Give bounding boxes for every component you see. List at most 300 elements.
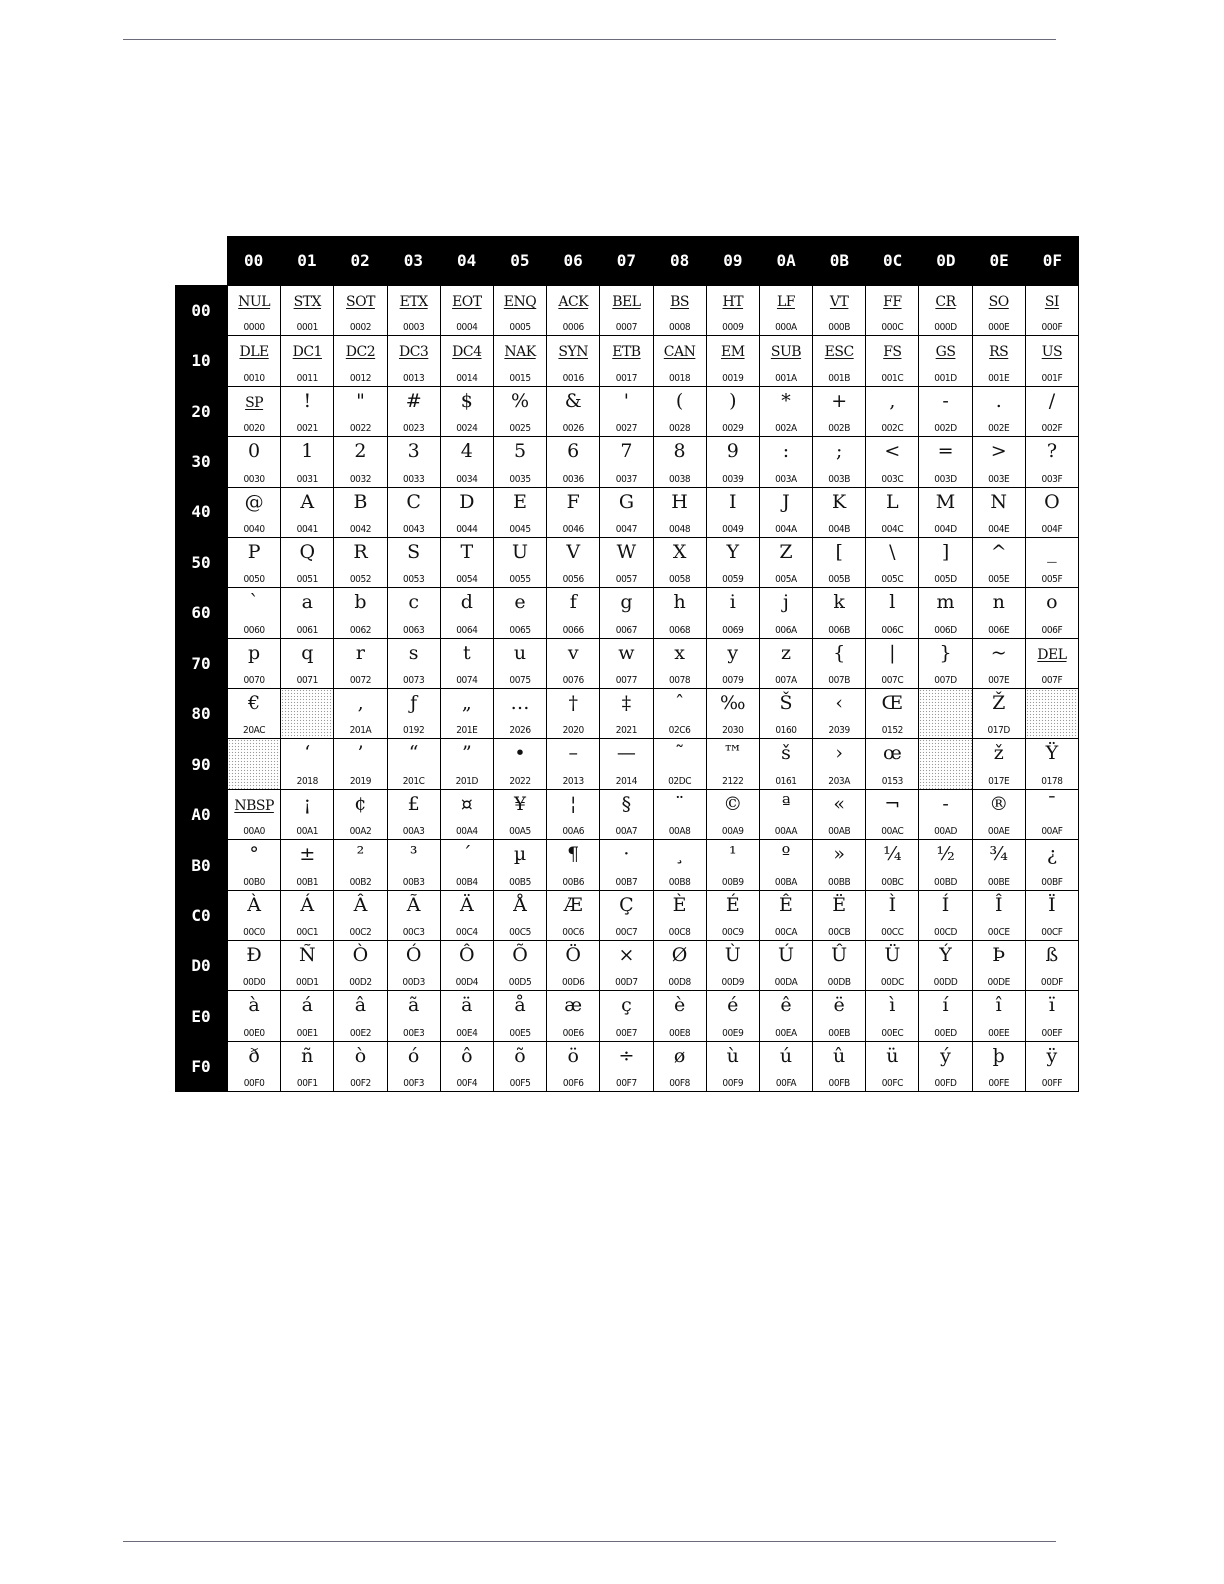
character-cell [546, 738, 599, 788]
character-cell [227, 335, 280, 385]
character-cell [1025, 638, 1078, 688]
unicode-code-point: 0007 [615, 322, 638, 334]
character-glyph: ™ [723, 742, 743, 765]
unicode-code-point: 00B7 [615, 876, 638, 888]
unicode-code-point: 00A2 [349, 826, 372, 838]
unicode-code-point: 00B8 [668, 876, 691, 888]
character-cell [333, 839, 386, 889]
character-cell [493, 587, 546, 637]
character-cell [493, 1041, 546, 1091]
unicode-code-point: 00F7 [616, 1078, 637, 1089]
character-glyph: ã [407, 994, 420, 1017]
character-glyph: ¸ [674, 843, 685, 866]
control-code-abbreviation: HT [722, 294, 744, 310]
unicode-code-point: 0010 [243, 372, 265, 384]
unicode-code-point: 201C [402, 775, 425, 787]
unicode-code-point: 00C5 [509, 926, 531, 938]
character-glyph: } [939, 641, 952, 664]
character-glyph: [ [835, 540, 843, 563]
character-cell [387, 789, 440, 839]
character-cell [227, 789, 280, 839]
character-glyph: û [833, 1044, 846, 1067]
character-glyph: ¾ [989, 843, 1008, 866]
character-glyph: @ [244, 490, 264, 513]
unicode-code-point: 00EE [988, 1027, 1010, 1039]
character-cell [1025, 386, 1078, 436]
unicode-code-point: 001A [775, 372, 797, 384]
character-cell [333, 990, 386, 1040]
character-glyph: 8 [673, 440, 686, 463]
character-glyph: ñ [301, 1044, 314, 1067]
unicode-code-point: 002A [775, 423, 797, 435]
character-cell [546, 1041, 599, 1091]
character-glyph: ² [356, 843, 365, 866]
unicode-code-point: 00CA [774, 926, 798, 938]
unicode-code-point: 006B [828, 624, 851, 636]
column-header: 08 [669, 251, 690, 270]
character-glyph: d [460, 591, 473, 614]
character-cell [706, 688, 759, 738]
character-cell [918, 436, 971, 486]
character-cell [387, 436, 440, 486]
unicode-code-point: 00AC [881, 826, 904, 838]
character-cell [706, 537, 759, 587]
character-glyph: ½ [936, 843, 955, 866]
character-glyph: ø [673, 1044, 686, 1067]
unicode-code-point: 00BE [987, 876, 1010, 888]
character-glyph: N [990, 490, 1008, 513]
character-glyph: ¡ [303, 792, 312, 815]
unicode-code-point: 0051 [296, 574, 318, 586]
character-cell [493, 537, 546, 587]
unicode-code-point: 00A8 [668, 826, 691, 838]
character-cell [972, 487, 1025, 537]
character-cell [812, 688, 865, 738]
row-header: 60 [191, 603, 211, 623]
character-glyph: I [729, 490, 737, 513]
character-glyph: Ã [406, 893, 421, 916]
unicode-code-point: 005B [828, 574, 851, 586]
unicode-code-point: 2122 [722, 775, 744, 787]
unicode-code-point: 00BA [774, 876, 798, 888]
unicode-code-point: 0038 [668, 473, 691, 485]
character-glyph: — [616, 742, 636, 765]
unicode-code-point: 00E1 [296, 1027, 318, 1039]
character-cell [387, 587, 440, 637]
character-cell [493, 436, 546, 486]
character-glyph: A [300, 490, 315, 513]
character-glyph: ¯ [1047, 792, 1057, 815]
control-code-abbreviation: NUL [238, 294, 271, 310]
character-cell [972, 436, 1025, 486]
unicode-code-point: 0074 [456, 675, 478, 686]
unicode-code-point: 00AD [934, 826, 957, 838]
control-code-abbreviation: NBSP [234, 797, 274, 814]
column-header: 03 [403, 251, 423, 270]
character-cell [387, 839, 440, 889]
character-cell [865, 487, 918, 537]
character-glyph: H [671, 490, 688, 513]
character-cell [280, 839, 333, 889]
character-glyph: + [831, 389, 848, 412]
character-glyph: ƒ [410, 692, 418, 714]
column-header: 09 [723, 251, 743, 270]
character-glyph: á [301, 994, 313, 1017]
character-cell [440, 890, 493, 940]
character-glyph: õ [514, 1044, 526, 1067]
character-cell [280, 487, 333, 537]
character-glyph: ' [623, 389, 630, 412]
character-glyph: w [618, 641, 635, 664]
control-code-abbreviation: DEL [1037, 646, 1067, 663]
character-glyph: i [729, 591, 736, 614]
character-cell [280, 386, 333, 436]
unicode-code-point: 2014 [615, 775, 638, 787]
character-glyph: - [942, 389, 949, 412]
unicode-code-point: 0073 [403, 675, 425, 686]
character-glyph: š [781, 742, 791, 765]
character-glyph: Ê [779, 893, 793, 916]
character-glyph: : [782, 440, 790, 463]
unicode-code-point: 2026 [509, 725, 531, 737]
unicode-code-point: 00BF [1041, 876, 1063, 888]
character-cell [865, 940, 918, 990]
character-cell [546, 537, 599, 587]
character-glyph: ® [989, 792, 1009, 815]
character-glyph: X [672, 540, 687, 563]
character-glyph: … [510, 692, 530, 714]
character-cell [493, 638, 546, 688]
character-cell [972, 537, 1025, 587]
unicode-code-point: 000E [988, 322, 1010, 334]
character-glyph: ç [621, 994, 632, 1017]
character-cell [706, 890, 759, 940]
character-cell [653, 890, 706, 940]
unicode-code-point: 00FC [881, 1078, 903, 1089]
character-glyph: é [727, 994, 739, 1017]
unicode-code-point: 00D5 [508, 977, 532, 989]
character-cell [280, 335, 333, 385]
character-cell [759, 335, 812, 385]
character-glyph: v [567, 641, 579, 664]
character-glyph: « [833, 792, 845, 815]
character-cell [493, 839, 546, 889]
unicode-code-point: 00F2 [350, 1078, 371, 1089]
character-cell [972, 839, 1025, 889]
character-glyph: É [725, 893, 740, 916]
character-cell [546, 335, 599, 385]
character-glyph: † [568, 692, 578, 714]
character-cell [1025, 839, 1078, 889]
unicode-code-point: 0152 [881, 725, 903, 737]
unicode-code-point: 0004 [456, 322, 478, 334]
character-cell [440, 587, 493, 637]
control-code-abbreviation: GS [935, 344, 956, 361]
unicode-code-point: 003D [934, 473, 957, 485]
character-glyph: T [460, 540, 474, 563]
character-cell [440, 436, 493, 486]
unicode-code-point: 00E9 [722, 1027, 744, 1039]
unicode-code-point: 0066 [562, 624, 584, 636]
unicode-code-point: 00B0 [243, 876, 265, 888]
character-glyph: ” [461, 742, 472, 765]
character-cell [812, 487, 865, 537]
unicode-code-point: 003B [828, 473, 851, 485]
character-cell [653, 638, 706, 688]
unicode-code-point: 000B [828, 322, 851, 334]
unicode-code-point: 0160 [775, 725, 797, 737]
character-cell [493, 335, 546, 385]
unicode-code-point: 0057 [615, 574, 638, 586]
unassigned-cell [918, 688, 971, 738]
unicode-code-point: 0034 [456, 473, 478, 485]
unicode-code-point: 0050 [243, 574, 265, 586]
unassigned-cell [1025, 688, 1078, 738]
character-glyph: ‡ [621, 692, 632, 714]
unicode-code-point: 00A3 [402, 826, 425, 838]
character-glyph: ¬ [884, 792, 901, 815]
unicode-code-point: 00F0 [243, 1078, 265, 1089]
character-glyph: Y [726, 540, 740, 563]
character-glyph: C [406, 490, 421, 513]
character-cell [812, 1041, 865, 1091]
character-cell [493, 990, 546, 1040]
character-cell [812, 839, 865, 889]
unicode-code-point: 0054 [456, 574, 478, 586]
character-cell [227, 537, 280, 587]
column-header: 0A [776, 251, 796, 270]
character-glyph: ± [299, 843, 316, 866]
unicode-code-point: 0009 [722, 322, 744, 334]
character-glyph: ä [461, 994, 473, 1017]
unicode-code-point: 2020 [562, 725, 584, 737]
character-cell [865, 738, 918, 788]
row-header: 20 [191, 401, 211, 421]
unicode-code-point: 00D7 [615, 977, 638, 989]
unicode-code-point: 004C [881, 523, 904, 535]
row-header: 10 [191, 351, 211, 371]
character-glyph: ? [1046, 440, 1057, 463]
unicode-code-point: 0055 [509, 574, 531, 586]
character-glyph: S [407, 540, 421, 563]
character-cell [493, 738, 546, 788]
character-cell [227, 436, 280, 486]
character-cell [440, 940, 493, 990]
unicode-code-point: 0056 [562, 574, 584, 586]
character-glyph: , [889, 389, 896, 412]
unicode-code-point: 00D2 [349, 977, 372, 989]
unicode-code-point: 00D6 [561, 977, 585, 989]
character-cell [227, 990, 280, 1040]
row-header: 80 [191, 704, 211, 724]
character-cell [280, 738, 333, 788]
character-cell [333, 386, 386, 436]
character-glyph: / [1048, 389, 1056, 412]
unicode-code-point: 0153 [881, 775, 903, 787]
character-cell [333, 587, 386, 637]
unicode-code-point: 00DB [827, 977, 851, 989]
character-glyph: º [781, 843, 791, 866]
character-cell [653, 537, 706, 587]
character-cell [865, 285, 918, 335]
character-cell [333, 738, 386, 788]
unicode-code-point: 00F4 [456, 1078, 478, 1089]
unicode-code-point: 0052 [349, 574, 372, 586]
character-glyph: – [568, 742, 578, 765]
character-cell [812, 638, 865, 688]
character-cell [333, 688, 386, 738]
character-glyph: Ö [565, 943, 581, 966]
character-glyph: Û [831, 943, 848, 966]
character-cell [1025, 990, 1078, 1040]
character-cell [759, 839, 812, 889]
character-cell [865, 335, 918, 385]
row-header: D0 [191, 956, 211, 976]
character-cell [493, 940, 546, 990]
unicode-code-point: 0068 [668, 624, 691, 636]
character-glyph: Ž [992, 692, 1006, 714]
unicode-code-point: 0014 [456, 372, 478, 384]
character-cell [812, 940, 865, 990]
unicode-code-point: 00E3 [403, 1027, 425, 1039]
character-glyph: î [995, 994, 1002, 1017]
unicode-code-point: 0027 [615, 423, 638, 435]
unicode-code-point: 00C2 [349, 926, 372, 938]
unicode-code-point: 0070 [243, 675, 265, 686]
unassigned-cell [227, 738, 280, 788]
character-glyph: g [620, 591, 633, 614]
character-glyph: R [353, 540, 368, 563]
character-cell [599, 285, 652, 335]
control-code-abbreviation: DC4 [452, 344, 482, 361]
character-cell [227, 285, 280, 335]
character-cell [546, 386, 599, 436]
unicode-code-point: 0078 [668, 675, 691, 686]
control-code-abbreviation: SYN [558, 344, 589, 361]
row-header: 40 [191, 502, 211, 522]
character-cell [706, 638, 759, 688]
column-header: 01 [297, 251, 317, 270]
character-cell [759, 638, 812, 688]
character-cell [333, 537, 386, 587]
control-code-abbreviation: FS [883, 344, 902, 361]
column-header: 04 [456, 251, 477, 270]
character-glyph: * [781, 389, 791, 412]
character-cell [599, 386, 652, 436]
unicode-code-point: 0192 [403, 725, 425, 737]
table-corner [175, 236, 227, 285]
unicode-code-point: 004D [934, 523, 957, 535]
unicode-code-point: 004A [775, 523, 797, 535]
character-glyph: ô [461, 1044, 473, 1067]
character-cell [227, 940, 280, 990]
character-cell [759, 537, 812, 587]
unicode-code-point: 00E7 [615, 1027, 638, 1039]
control-code-abbreviation: NAK [504, 344, 536, 361]
unicode-code-point: 0063 [403, 624, 425, 636]
unicode-code-point: 2022 [509, 775, 531, 787]
unicode-code-point: 003A [775, 473, 797, 485]
character-cell [865, 436, 918, 486]
character-code-table [175, 236, 1079, 1092]
unicode-code-point: 003F [1041, 473, 1063, 485]
character-cell [546, 940, 599, 990]
character-cell [280, 436, 333, 486]
unicode-code-point: 0003 [403, 322, 425, 334]
character-cell [653, 990, 706, 1040]
character-cell [972, 789, 1025, 839]
character-glyph: K [832, 490, 847, 513]
character-cell [918, 638, 971, 688]
character-cell [387, 537, 440, 587]
unicode-code-point: 2039 [828, 725, 850, 737]
character-grid [227, 285, 1079, 1092]
unicode-code-point: 00EC [881, 1027, 904, 1039]
character-cell [440, 990, 493, 1040]
character-glyph: Ó [405, 943, 422, 966]
unicode-code-point: 0062 [349, 624, 372, 636]
unicode-code-point: 0040 [243, 523, 265, 535]
character-glyph: # [405, 389, 422, 412]
character-cell [759, 990, 812, 1040]
character-cell [1025, 1041, 1078, 1091]
unicode-code-point: 203A [828, 775, 851, 787]
control-code-abbreviation: BEL [612, 294, 641, 310]
unicode-code-point: 00E8 [668, 1027, 691, 1039]
character-glyph: q [301, 641, 314, 664]
character-cell [387, 890, 440, 940]
character-glyph: & [564, 389, 582, 412]
unicode-code-point: 005E [988, 574, 1010, 586]
character-cell [865, 386, 918, 436]
unicode-code-point: 006C [881, 624, 904, 636]
unicode-code-point: 00C0 [243, 926, 266, 938]
unicode-code-point: 007F [1041, 675, 1063, 686]
character-glyph: " [356, 389, 365, 412]
character-glyph: » [833, 843, 845, 866]
unicode-code-point: 002B [828, 423, 851, 435]
row-header: A0 [191, 805, 211, 825]
character-cell [706, 789, 759, 839]
character-glyph: ÿ [1046, 1044, 1058, 1067]
footer-rule [123, 1541, 1056, 1542]
character-cell [653, 1041, 706, 1091]
character-cell [759, 285, 812, 335]
character-cell [812, 386, 865, 436]
character-cell [599, 738, 652, 788]
character-cell [280, 587, 333, 637]
unicode-code-point: 0005 [509, 322, 531, 334]
character-cell [759, 1041, 812, 1091]
unicode-code-point: 00FF [1041, 1078, 1062, 1089]
character-cell [333, 335, 386, 385]
character-glyph: a [301, 591, 313, 614]
unicode-code-point: 0065 [509, 624, 531, 636]
character-cell [918, 335, 971, 385]
character-cell [653, 436, 706, 486]
control-code-abbreviation: DC2 [345, 344, 376, 361]
character-glyph: h [673, 591, 686, 614]
character-glyph: þ [992, 1044, 1005, 1067]
character-glyph: Œ [881, 692, 904, 714]
unicode-code-point: 0060 [243, 624, 265, 636]
unicode-code-point: 000C [881, 322, 904, 334]
control-code-abbreviation: ENQ [503, 294, 537, 310]
character-cell [812, 789, 865, 839]
character-cell [918, 990, 971, 1040]
unicode-code-point: 0033 [403, 473, 425, 485]
unicode-code-point: 0013 [403, 372, 425, 384]
